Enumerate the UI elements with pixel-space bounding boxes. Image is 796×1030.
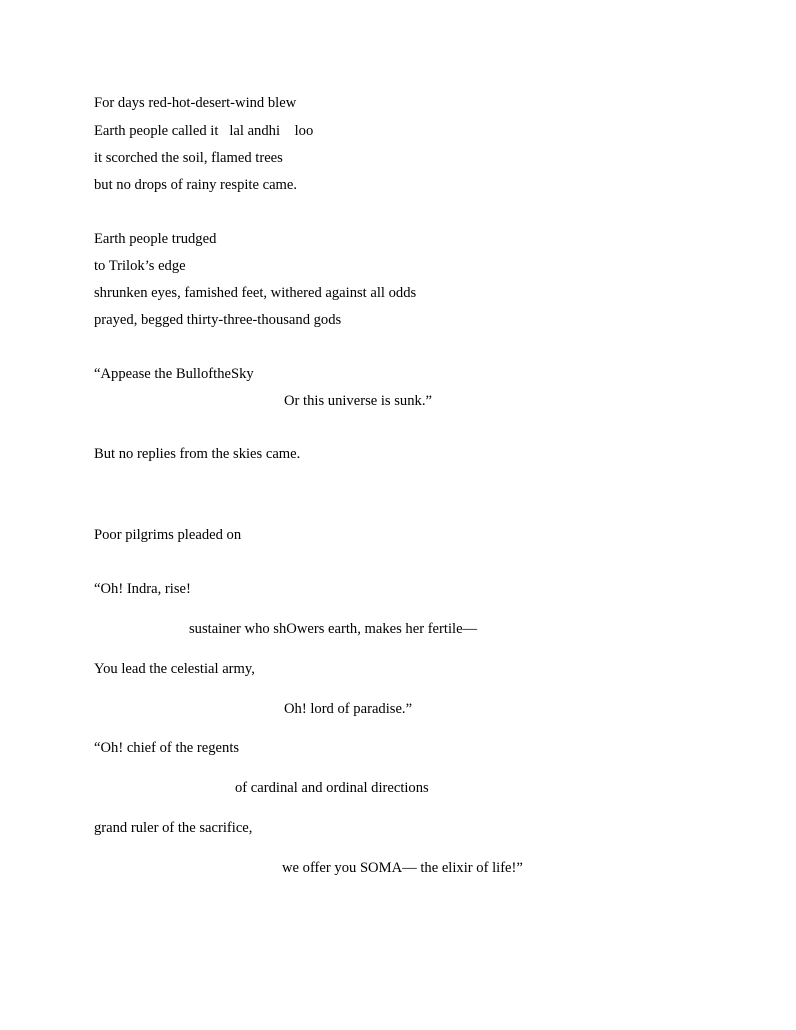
poem-line: Poor pilgrims pleaded on <box>94 527 242 543</box>
poem-line: For days red-hot-desert-wind blew <box>94 95 297 111</box>
poem-line: “Oh! chief of the regents <box>94 740 240 756</box>
poem-line: But no replies from the skies came. <box>94 446 301 462</box>
poem-line: shrunken eyes, famished feet, withered against all odds <box>94 285 417 301</box>
poem-line: grand ruler of the sacrifice, <box>94 820 253 836</box>
poem-line: You lead the celestial army, <box>94 661 255 677</box>
poem-line: it scorched the soil, flamed trees <box>94 150 283 166</box>
poem-line: to Trilok’s edge <box>94 258 186 274</box>
poem-line-indented: of cardinal and ordinal directions <box>235 780 429 796</box>
poem-line: Earth people trudged <box>94 231 217 247</box>
poem-line: Earth people called it lal andhi loo <box>94 123 314 139</box>
poem-line-indented: we offer you SOMA— the elixir of life!” <box>282 860 523 876</box>
poem-line: “Oh! Indra, rise! <box>94 581 191 597</box>
poem-line-indented: sustainer who shOwers earth, makes her fertile— <box>189 621 478 637</box>
poem-line-indented: Oh! lord of paradise.” <box>284 701 413 717</box>
poem-line: but no drops of rainy respite came. <box>94 177 298 193</box>
poem-line: “Appease the BulloftheSky <box>94 366 254 382</box>
poem-line: prayed, begged thirty-three-thousand gods <box>94 312 342 328</box>
poem-line-indented: Or this universe is sunk.” <box>284 393 432 409</box>
